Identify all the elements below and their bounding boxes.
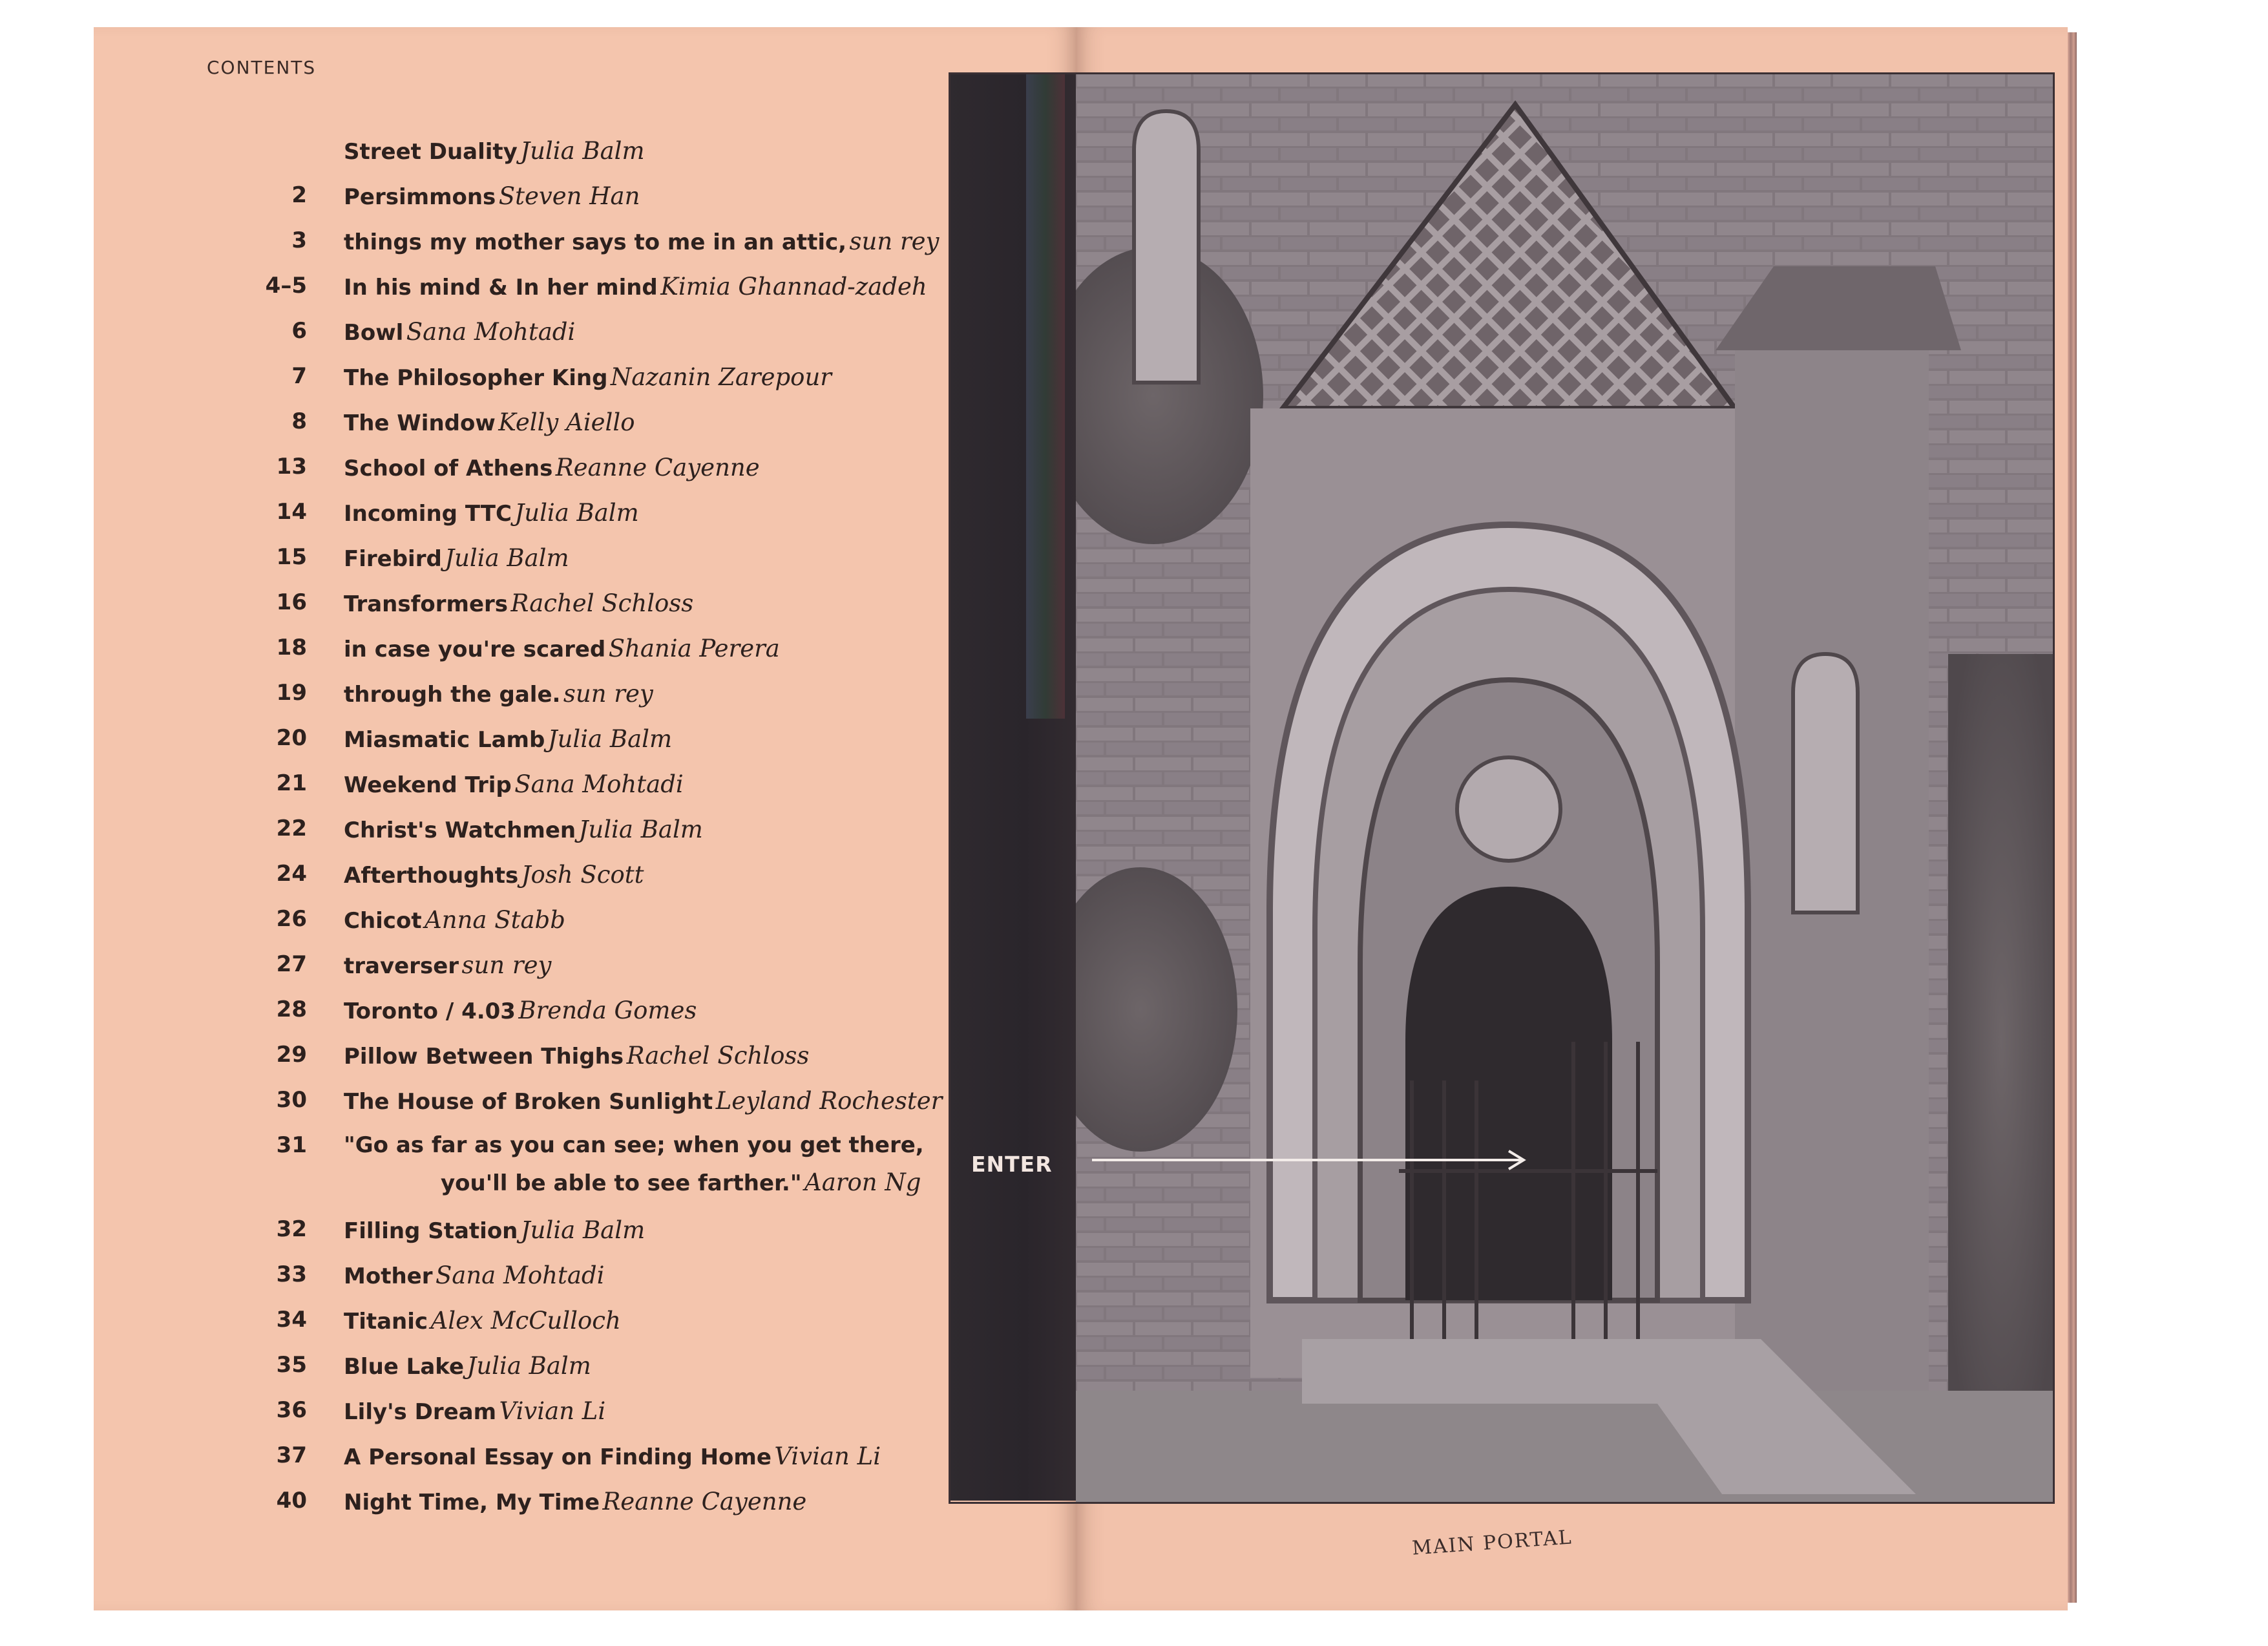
page-number: 21 — [276, 770, 307, 796]
entry-title: Christ's Watchmen — [344, 818, 576, 843]
toc-entry — [0, 454, 918, 492]
page-number: 14 — [276, 499, 307, 525]
entry-title: Miasmatic Lamb — [344, 727, 545, 753]
entry-author: Sana Mohtadi — [435, 1261, 605, 1289]
entry-title: Chicot — [344, 908, 422, 934]
doorway — [1405, 887, 1612, 1300]
entry-title: in case you're scared — [344, 637, 606, 662]
entry-title: A Personal Essay on Finding Home — [344, 1444, 772, 1470]
portal-illustration — [1076, 72, 2055, 1504]
entry-author: Leyland Rochester — [715, 1087, 943, 1115]
entry-title: Bowl — [344, 320, 404, 346]
entry-author: Alex McCulloch — [430, 1307, 621, 1335]
entry-title: things my mother says to me in an attic, — [344, 229, 847, 255]
toc-entry — [0, 544, 918, 583]
page-number: 40 — [276, 1488, 307, 1514]
entry-author: Julia Balm — [445, 544, 569, 572]
entry-title: Pillow Between Thighs — [344, 1044, 624, 1070]
portal-photograph — [1076, 72, 2055, 1504]
entry-author: Julia Balm — [578, 816, 703, 843]
toc-entry — [0, 951, 918, 990]
page-number: 15 — [276, 544, 307, 570]
page-number: 28 — [276, 997, 307, 1022]
entry-title: In his mind & In her mind — [344, 275, 658, 301]
page-number: 16 — [276, 589, 307, 615]
entry-author: Reanne Cayenne — [555, 454, 760, 481]
toc-entry — [0, 318, 918, 357]
toc-entry — [0, 137, 918, 176]
toc-entry — [0, 680, 918, 719]
toc-entry — [0, 1352, 918, 1391]
page-number: 33 — [276, 1261, 307, 1287]
page-number: 20 — [276, 725, 307, 751]
entry-author: Anna Stabb — [425, 906, 565, 934]
toc-entry — [0, 227, 940, 266]
entry-author: Julia Balm — [514, 499, 639, 527]
entry-title: Mother — [344, 1263, 433, 1289]
entry-author: Vivian Li — [499, 1397, 606, 1425]
entry-title: The House of Broken Sunlight — [344, 1089, 713, 1115]
toc-entry — [0, 725, 918, 764]
entry-author: Rachel Schloss — [626, 1042, 810, 1070]
contents-heading: CONTENTS — [207, 57, 317, 78]
dark-strip — [949, 72, 1076, 1501]
toc-entry — [0, 1488, 918, 1526]
toc-entry — [0, 1261, 918, 1300]
entry-title: Toronto / 4.03 — [344, 998, 516, 1024]
entry-title-line1: "Go as far as you can see; when you get there, — [344, 1132, 924, 1158]
entry-author: Kelly Aiello — [498, 408, 635, 436]
glitch-overlay — [1026, 72, 1065, 719]
page-number: 6 — [291, 318, 307, 344]
page-number: 2 — [291, 182, 307, 208]
toc-entry — [0, 906, 918, 945]
page-number: 3 — [291, 227, 307, 253]
toc-entry — [0, 770, 918, 809]
toc-entry — [0, 589, 918, 628]
entry-author: Rachel Schloss — [510, 589, 694, 617]
toc-entry — [0, 997, 918, 1035]
toc-entry — [0, 1087, 943, 1126]
arrow-right-icon — [1092, 1147, 1531, 1173]
entry-author: Julia Balm — [467, 1352, 591, 1380]
toc-entry — [0, 363, 918, 402]
page-number: 29 — [276, 1042, 307, 1068]
entry-title: Transformers — [344, 591, 509, 617]
entry-author: Julia Balm — [520, 137, 645, 165]
entry-title: Night Time, My Time — [344, 1490, 600, 1515]
entry-title: Street Duality — [344, 139, 518, 165]
toc-entry — [0, 816, 918, 854]
page-number: 30 — [276, 1087, 307, 1113]
toc-entry — [0, 499, 918, 538]
entry-author: Julia Balm — [520, 1216, 646, 1244]
entry-title: The Philosopher King — [344, 365, 608, 391]
entry-author: Vivian Li — [774, 1442, 881, 1470]
page-number: 4–5 — [265, 273, 307, 299]
entry-title: Filling Station — [344, 1218, 518, 1244]
entry-title-line2: you'll be able to see farther." — [441, 1170, 802, 1196]
entry-author: Brenda Gomes — [518, 997, 697, 1024]
entry-title: Persimmons — [344, 184, 496, 210]
page-number: 8 — [291, 408, 307, 434]
entry-author: Shania Perera — [608, 635, 780, 662]
tympanum — [1457, 757, 1560, 861]
ivy-right — [1948, 654, 2055, 1430]
page-number: 22 — [276, 816, 307, 841]
page-number: 26 — [276, 906, 307, 932]
entry-title: Titanic — [344, 1309, 428, 1335]
page-number: 36 — [276, 1397, 307, 1423]
entry-title: Blue Lake — [344, 1354, 465, 1380]
entry-author: sun rey — [461, 951, 552, 979]
enter-label: ENTER — [971, 1152, 1053, 1177]
page-number: 7 — [291, 363, 307, 389]
entry-title: Firebird — [344, 546, 442, 572]
entry-author: sun rey — [849, 227, 940, 255]
toc-entry — [0, 861, 918, 900]
toc-entry — [0, 635, 918, 673]
toc-entry — [0, 1397, 918, 1436]
toc-entry — [0, 273, 927, 311]
entry-title: The Window — [344, 410, 496, 436]
page-number: 35 — [276, 1352, 307, 1378]
page-number: 31 — [276, 1132, 307, 1158]
entry-author: sun rey — [563, 680, 653, 708]
entry-author: Josh Scott — [521, 861, 644, 889]
entry-title: Incoming TTC — [344, 501, 512, 527]
entry-author: Nazanin Zarepour — [610, 363, 832, 391]
entry-author: Kimia Ghannad-zadeh — [660, 273, 927, 301]
left-window — [1134, 111, 1199, 383]
page-number: 32 — [276, 1216, 307, 1242]
page-number: 37 — [276, 1442, 307, 1468]
entry-author: Aaron Ng — [804, 1168, 921, 1196]
toc-entry — [0, 1042, 918, 1081]
page-edge — [2068, 32, 2077, 1603]
page-number: 27 — [276, 951, 307, 977]
entry-author: Steven Han — [498, 182, 640, 210]
toc-entry — [0, 182, 918, 221]
page-number: 24 — [276, 861, 307, 887]
toc-entry — [0, 408, 918, 447]
toc-entry-quote — [0, 1132, 924, 1210]
entry-title: through the gale. — [344, 682, 561, 708]
entry-title: Afterthoughts — [344, 863, 519, 889]
toc-entry — [0, 1216, 918, 1255]
entry-title: Lily's Dream — [344, 1399, 497, 1425]
entry-title: School of Athens — [344, 456, 553, 481]
entry-author: Julia Balm — [547, 725, 673, 753]
page-number: 18 — [276, 635, 307, 660]
toc-entry — [0, 1442, 918, 1481]
photo-caption: MAIN PORTAL — [1411, 1526, 1573, 1560]
entry-title: Weekend Trip — [344, 772, 512, 798]
entry-author: Sana Mohtadi — [406, 318, 576, 346]
page-number: 34 — [276, 1307, 307, 1333]
entry-author: Reanne Cayenne — [602, 1488, 807, 1515]
page-number: 19 — [276, 680, 307, 706]
page-number: 13 — [276, 454, 307, 480]
entry-author: Sana Mohtadi — [514, 770, 684, 798]
tower-window — [1793, 654, 1858, 913]
entry-title: traverser — [344, 953, 459, 979]
toc-entry — [0, 1307, 918, 1345]
